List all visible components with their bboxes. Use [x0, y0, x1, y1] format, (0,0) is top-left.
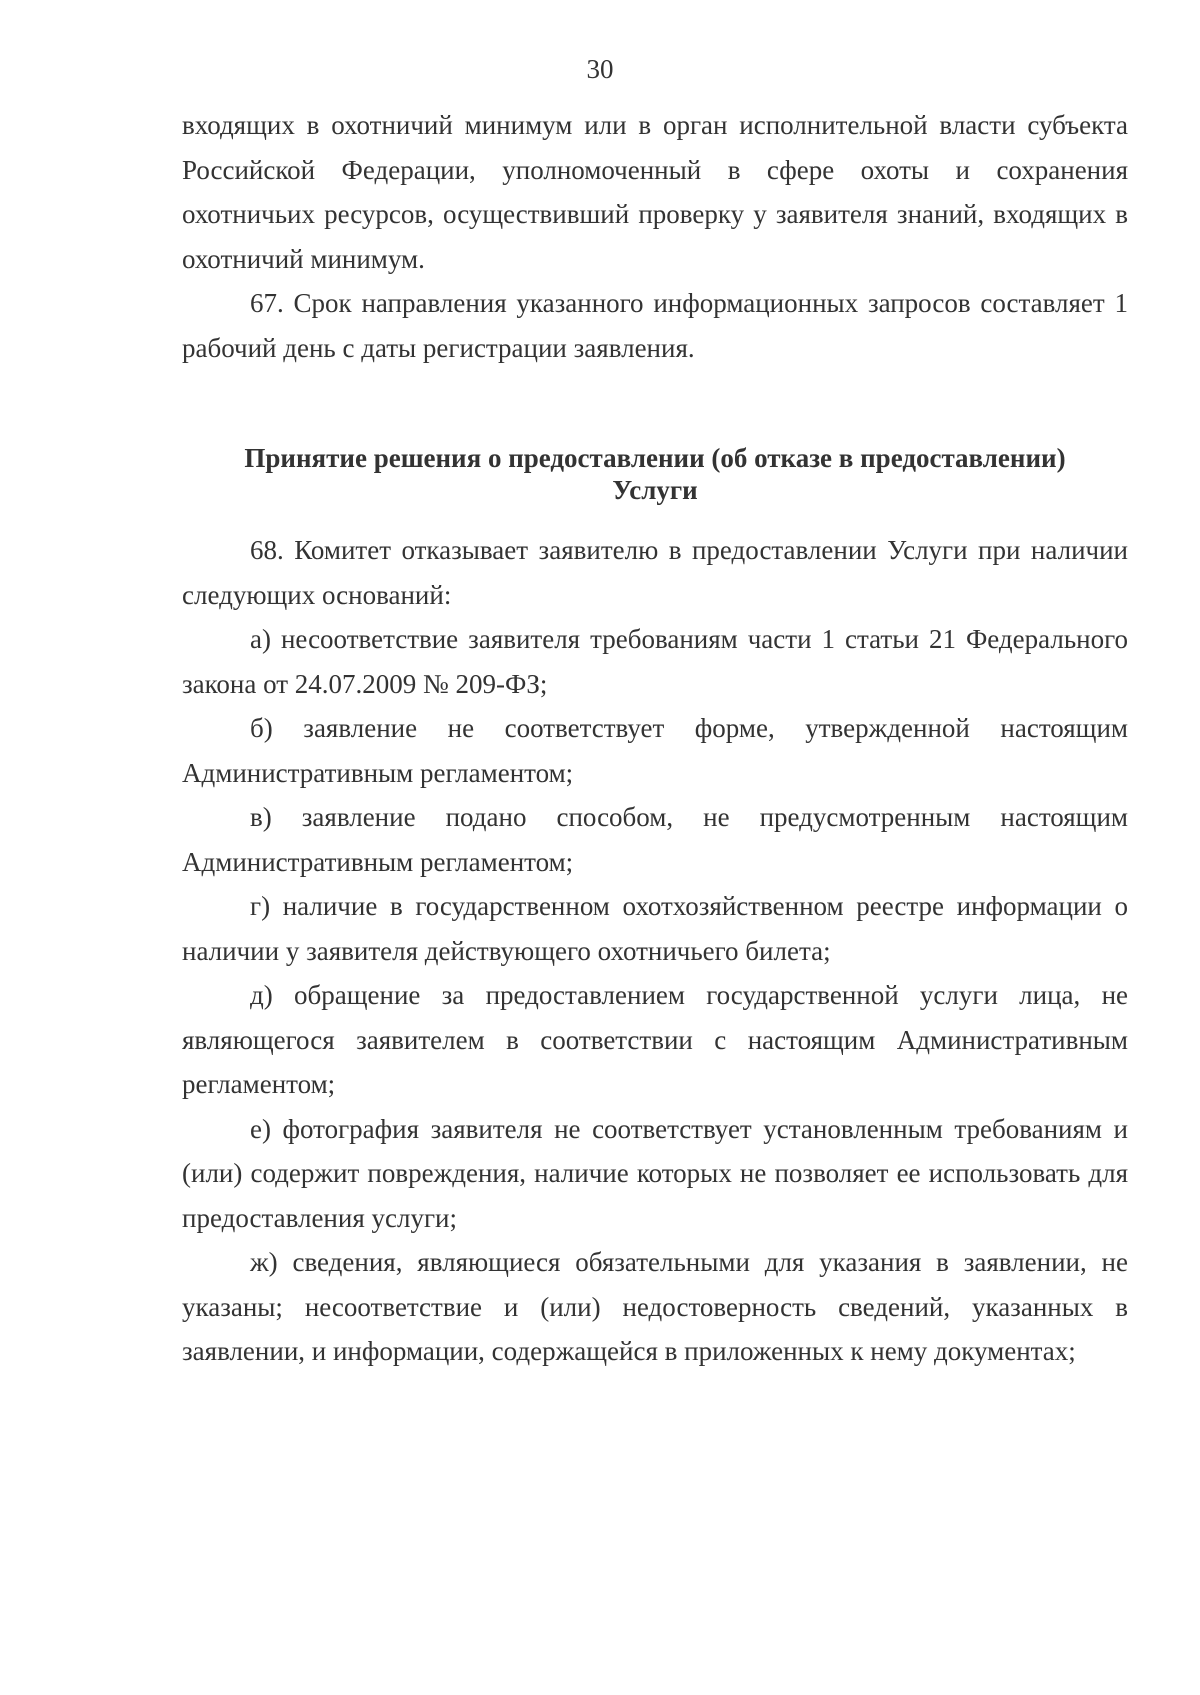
section-heading [182, 442, 1128, 506]
list-item-a: а) несоответствие заявителя требованиям части 1 статьи 21 Федерального закона от 24.07.2009 № 209-ФЗ; [182, 624, 1128, 699]
list-item-v: в) заявление подано способом, не предусмотренным настоящим Административным регламентом; [182, 802, 1128, 877]
section-heading-line-2: Услуги [612, 475, 698, 505]
list-item-d: д) обращение за предоставлением государственной услуги лица, не являющегося заявителем в соответствии с настоящим Административным регламентом; [182, 980, 1128, 1099]
list-item-zh: ж) сведения, являющиеся обязательными для указания в заявлении, не указаны; несоответствие и (или) недостоверность сведений, указанных в заявлении, и информации, содержащейся в приложенных к нему документах; [182, 1247, 1128, 1366]
paragraph-67: 67. Срок направления указанного информационных запросов составляет 1 рабочий день с даты регистрации заявления. [182, 288, 1128, 363]
list-item-b: б) заявление не соответствует форме, утвержденной настоящим Административным регламентом; [182, 713, 1128, 788]
paragraph-68: 68. Комитет отказывает заявителю в предоставлении Услуги при наличии следующих оснований: [182, 535, 1128, 610]
paragraph-continued: входящих в охотничий минимум или в орган исполнительной власти субъекта Российской Федерации, уполномоченный в сфере охоты и сохранения охотничьих ресурсов, осуществивший проверку у заявителя знаний, входящих в охотничий минимум. [182, 110, 1128, 274]
list-item-g: г) наличие в государственном охотхозяйственном реестре информации о наличии у заявителя действующего охотничьего билета; [182, 891, 1128, 966]
document-body [182, 103, 1128, 1374]
list-item-e: е) фотография заявителя не соответствует установленным требованиям и (или) содержит повреждения, наличие которых не позволяет ее использовать для предоставления услуги; [182, 1113, 1128, 1233]
page-number: 30 [586, 54, 614, 84]
section-heading-line-1: Принятие решения о предоставлении (об отказе в предоставлении) [244, 443, 1066, 473]
